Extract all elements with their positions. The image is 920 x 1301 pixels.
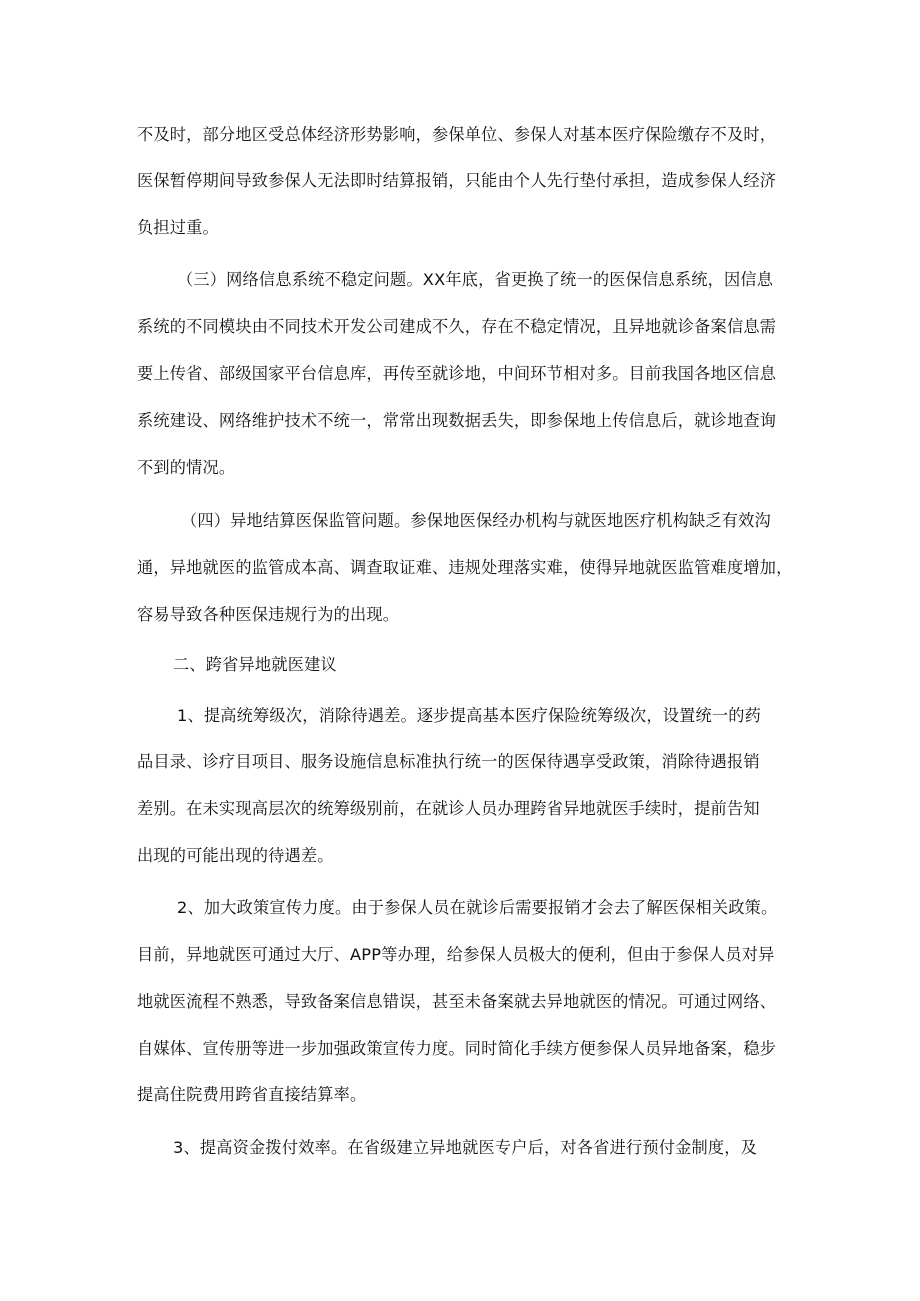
- text-line: 3、提高资金拨付效率。在省级建立异地就医专户后，对各省进行预付金制度，及: [173, 1138, 758, 1157]
- text-line: 通，异地就医的监管成本高、调查取证难、违规处理落实难，使得异地就医监管难度增加，: [137, 558, 793, 577]
- text-line: （三）网络信息系统不稳定问题。XX年底，省更换了统一的医保信息系统，因信息: [177, 270, 774, 289]
- text-line: 容易导致各种医保违规行为的出现。: [137, 605, 400, 624]
- section-heading: 二、跨省异地就医建议: [173, 655, 337, 674]
- text-line: 不及时，部分地区受总体经济形势影响，参保单位、参保人对基本医疗保险缴存不及时，: [137, 125, 777, 144]
- text-line: 1、提高统筹级次，消除待遇差。逐步提高基本医疗保险统筹级次，设置统一的药: [177, 706, 762, 725]
- text-line: 负担过重。: [137, 218, 219, 237]
- text-line: 差别。在未实现高层次的统筹级别前，在就诊人员办理跨省异地就医手续时，提前告知: [137, 799, 760, 818]
- text-line: 系统建设、网络维护技术不统一，常常出现数据丢失，即参保地上传信息后，就诊地查询: [137, 411, 777, 430]
- text-line: 品目录、诊疗目项目、服务设施信息标准执行统一的医保待遇享受政策，消除待遇报销: [137, 752, 760, 771]
- text-line: 医保暂停期间导致参保人无法即时结算报销，只能由个人先行垫付承担，造成参保人经济: [137, 171, 777, 190]
- text-line: （四）异地结算医保监管问题。参保地医保经办机构与就医地医疗机构缺乏有效沟: [181, 511, 771, 530]
- text-line: 自媒体、宣传册等进一步加强政策宣传力度。同时简化手续方便参保人员异地备案，稳步: [137, 1039, 777, 1058]
- text-line: 系统的不同模块由不同技术开发公司建成不久，存在不稳定情况，且异地就诊备案信息需: [137, 317, 777, 336]
- text-line: 不到的情况。: [137, 458, 236, 477]
- text-line: 出现的可能出现的待遇差。: [137, 846, 334, 865]
- text-line: 地就医流程不熟悉，导致备案信息错误，甚至未备案就去异地就医的情况。可通过网络、: [137, 992, 777, 1011]
- text-line: 提高住院费用跨省直接结算率。: [137, 1085, 367, 1104]
- text-line: 要上传省、部级国家平台信息库，再传至就诊地，中间环节相对多。目前我国各地区信息: [137, 364, 777, 383]
- text-line: 目前，异地就医可通过大厅、APP等办理，给参保人员极大的便利，但由于参保人员对异: [137, 945, 775, 964]
- text-line: 2、加大政策宣传力度。由于参保人员在就诊后需要报销才会去了解医保相关政策。: [177, 898, 778, 917]
